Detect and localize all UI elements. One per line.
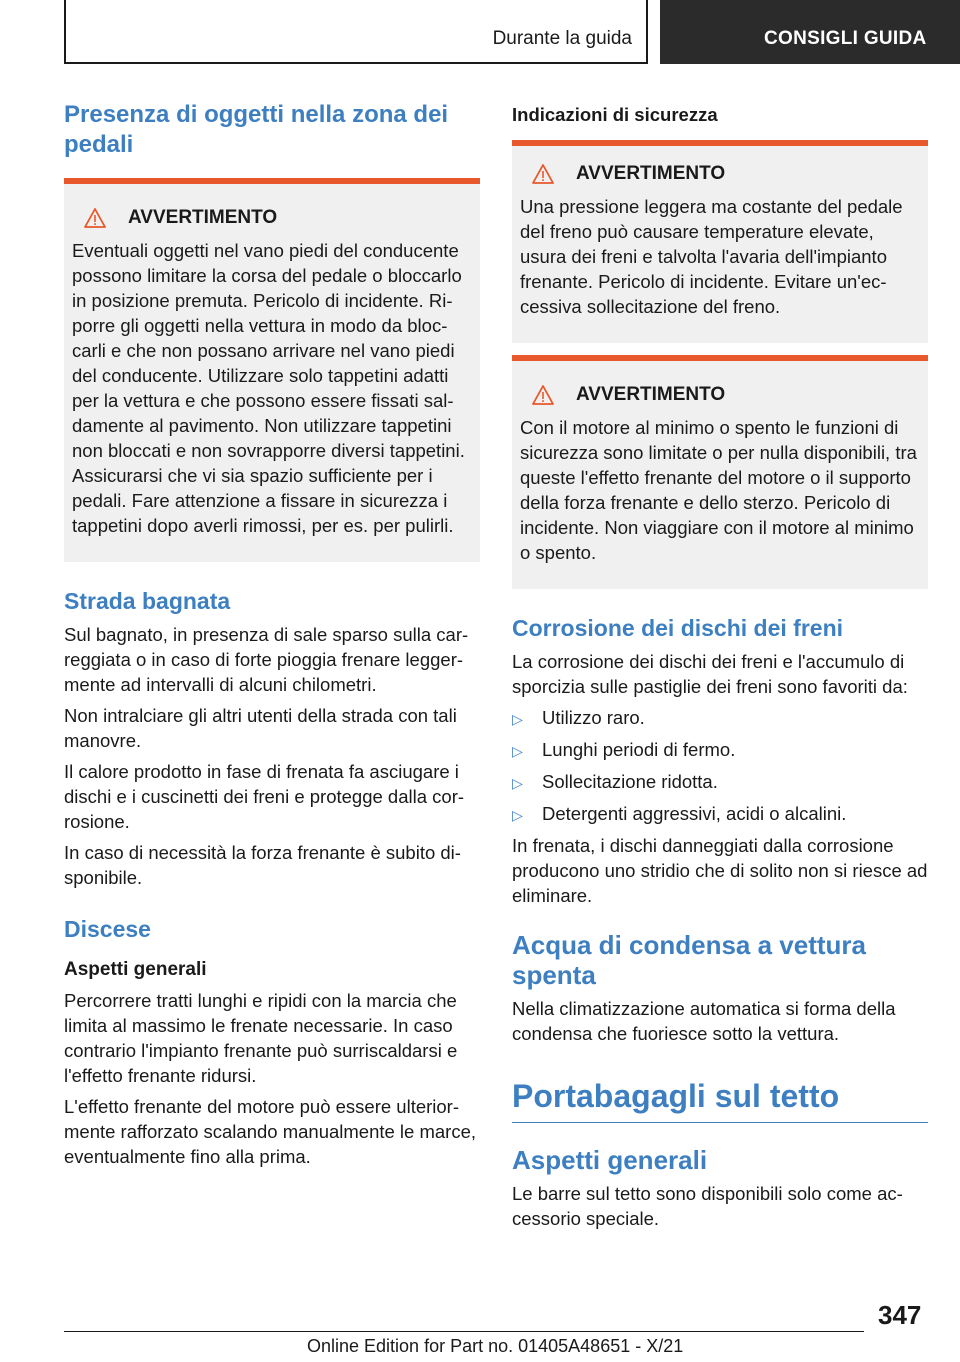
header-chapter-title: CONSIGLI GUIDA	[764, 28, 927, 49]
warning-box-pedals	[64, 178, 480, 562]
list-item: ▷ Utilizzo raro.	[512, 705, 928, 730]
warning-triangle-icon	[532, 164, 554, 184]
header-section-title: Durante la guida	[492, 28, 632, 49]
warning-text: Con il motore al minimo o spento le funzioni di sicurezza sono limitate o per nulla disponibili, tra queste l'effetto frenante del motore o il supporto della forza frenante e dello sterzo. Pericolo di incidente. Non viaggiare con il motore al minimo o spento.	[520, 417, 917, 563]
bullet-triangle-icon: ▷	[512, 743, 523, 759]
subheading-safety: Indicazioni di sicurezza	[512, 104, 718, 125]
bullet-triangle-icon: ▷	[512, 807, 523, 823]
subheading-general: Aspetti generali	[64, 959, 207, 980]
bullet-triangle-icon: ▷	[512, 711, 523, 727]
heading-roof-general: Aspetti generali	[512, 1145, 708, 1175]
heading-pedals: Presenza di oggetti nella zona dei pedali	[64, 101, 449, 158]
paragraph: Percorrere tratti lunghi e ripidi con la marcia che limita al massimo le frenate necessarie. In caso contrario l'impianto frenante può surriscaldarsi e l'effetto frenante ridursi.	[64, 990, 458, 1086]
section-title-roof-rack: Portabagagli sul tetto	[512, 1076, 928, 1123]
warning-triangle-icon	[532, 385, 554, 405]
list-item: ▷ Lunghi periodi di fermo.	[512, 737, 928, 762]
warning-box-engine-idle	[512, 355, 928, 589]
corrosion-cause-list	[512, 705, 928, 826]
bullet-triangle-icon: ▷	[512, 775, 523, 791]
list-item: ▷ Detergenti aggressivi, acidi o alcalini.	[512, 801, 928, 826]
warning-text: Una pressione leggera ma costante del pedale del freno può causare temperature elevate, usura dei freni e talvolta l'avaria dell'impianto frenante. Pericolo di incidente. Evitare un'eccessiva sollecitazione del freno.	[520, 196, 903, 317]
paragraph: Nella climatizzazione automatica si forma della condensa che fuoriesce sotto la vettura.	[512, 998, 896, 1044]
paragraph: In frenata, i dischi danneggiati dalla corrosione producono uno stridio che di solito non si riesce ad eliminare.	[512, 835, 928, 906]
paragraph: Sul bagnato, in presenza di sale sparso sulla carreggiata o in caso di forte pioggia frenare leggermente ad intervalli di alcuni chilometri.	[64, 624, 469, 695]
paragraph: Le barre sul tetto sono disponibili solo come accessorio speciale.	[512, 1183, 903, 1229]
left-column	[64, 100, 480, 1169]
warning-title: AVVERTIMENTO	[72, 206, 472, 230]
heading-corrosion: Corrosione dei dischi dei freni	[512, 615, 844, 641]
heading-condensation: Acqua di condensa a vettura spenta	[512, 930, 866, 990]
footer-edition: Online Edition for Part no. 01405A48651 - X/21	[307, 1336, 684, 1356]
paragraph: L'effetto frenante del motore può essere ulteriormente rafforzato scalando manualmente le marce, eventualmente fino alla prima.	[64, 1096, 477, 1167]
paragraph: In caso di necessità la forza frenante è subito disponibile.	[64, 842, 461, 888]
page-number: 347	[878, 1300, 922, 1330]
footer-divider	[64, 1331, 864, 1332]
warning-box-brake-pressure	[512, 140, 928, 343]
warning-title: AVVERTIMENTO	[520, 162, 920, 186]
heading-descents: Discese	[64, 916, 151, 942]
heading-wet-road: Strada bagnata	[64, 588, 231, 614]
header-chapter-tab	[660, 0, 960, 64]
list-item: ▷ Sollecitazione ridotta.	[512, 769, 928, 794]
warning-text: Eventuali oggetti nel vano piedi del conducente possono limitare la corsa del pedale o bloccarlo in posizione premuta. Pericolo di incidente. Riporre gli oggetti nella vettura in modo da bloccarli e che non possano arrivare nel vano piedi del conducente. Utilizzare solo tappetini adatti per la vettura e che possono essere fissati saldamente al pavimento. Non utilizzare tappetini non bloccati e non sovrapporre diversi tappetini. Assicurarsi che vi sia spazio sufficiente per i pedali. Fare attenzione a fissare in sicurezza i tappetini dopo averli rimossi, per es. per pulirli.	[72, 240, 465, 536]
paragraph: Non intralciare gli altri utenti della strada con tali manovre.	[64, 705, 457, 751]
warning-triangle-icon	[84, 208, 106, 228]
paragraph: Il calore prodotto in fase di frenata fa asciugare i dischi e i cuscinetti dei freni e protegge dalla corrosione.	[64, 761, 465, 832]
paragraph: La corrosione dei dischi dei freni e l'accumulo di sporcizia sulle pastiglie dei freni sono favoriti da:	[512, 651, 908, 697]
header-section-box	[64, 0, 648, 64]
right-column	[512, 100, 928, 1231]
warning-title: AVVERTIMENTO	[520, 383, 920, 407]
